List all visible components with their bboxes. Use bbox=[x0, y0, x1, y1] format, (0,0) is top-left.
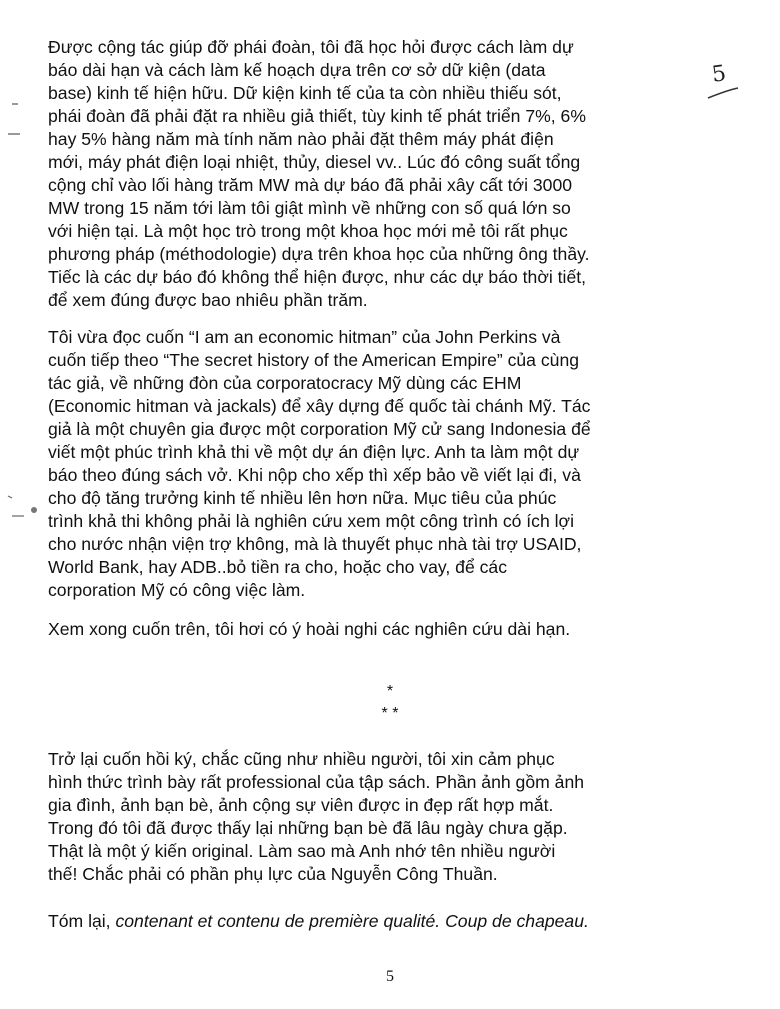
handwritten-stroke-icon bbox=[706, 86, 740, 100]
handwritten-page-mark: 5 bbox=[710, 61, 728, 88]
text-line: phương pháp (méthodologie) dựa trên khoa học của những ông thầy. bbox=[48, 244, 590, 264]
text-line: với hiện tại. Là một học trò trong một khoa học mới mẻ tôi rất phục bbox=[48, 221, 568, 241]
text-line: Trở lại cuốn hồi ký, chắc cũng như nhiều người, tôi xin cảm phục bbox=[48, 749, 555, 769]
separator-top: * bbox=[386, 683, 394, 700]
text-line: trình khả thi không phải là nghiên cứu xem một công trình có ích lợi bbox=[48, 511, 574, 531]
paragraph-2 bbox=[48, 326, 688, 602]
text-line: Được cộng tác giúp đỡ phái đoàn, tôi đã học hỏi được cách làm dự bbox=[48, 37, 574, 57]
text-line: (Economic hitman và jackals) để xây dựng đế quốc tài chánh Mỹ. Tác bbox=[48, 396, 591, 416]
text-line: tác giả, về những đòn của corporatocracy Mỹ dùng các EHM bbox=[48, 373, 522, 393]
closing-lead: Tóm lại, bbox=[48, 911, 116, 931]
paragraph-1 bbox=[48, 36, 688, 312]
text-line: báo dài hạn và cách làm kế hoạch dựa trên cơ sở dữ kiện (data bbox=[48, 60, 546, 80]
closing-italic: contenant et contenu de première qualité. Coup de chapeau. bbox=[115, 911, 589, 931]
text-line: Tôi vừa đọc cuốn “I am an economic hitman” của John Perkins và bbox=[48, 327, 561, 347]
text-line: MW trong 15 năm tới làm tôi giật mình về những con số quá lớn so bbox=[48, 198, 571, 218]
text-line: cho nước nhận viện trợ không, mà là thuyết phục nhà tài trợ USAID, bbox=[48, 534, 582, 554]
separator-bottom: * * bbox=[381, 705, 399, 722]
text-line: viết một phúc trình khả thi về một dự án điện lực. Anh ta làm một dự bbox=[48, 442, 580, 462]
text-line: phái đoàn đã phải đặt ra nhiều giả thiết, tùy kinh tế phát triển 7%, 6% bbox=[48, 106, 586, 126]
text-line: Xem xong cuốn trên, tôi hơi có ý hoài nghi các nghiên cứu dài hạn. bbox=[48, 619, 571, 639]
text-line: Thật là một ý kiến original. Làm sao mà Anh nhớ tên nhiều người bbox=[48, 841, 556, 861]
text-line: để xem đúng được bao nhiêu phần trăm. bbox=[48, 290, 368, 310]
paragraph-4 bbox=[48, 748, 688, 886]
text-line bbox=[48, 910, 688, 933]
text-line: gia đình, ảnh bạn bè, ảnh cộng sự viên được in đẹp rất hợp mắt. bbox=[48, 795, 554, 815]
text-line: cộng chỉ vào lối hàng trăm MW mà dự báo đã phải xây cất tới 3000 bbox=[48, 175, 573, 195]
text-line: báo theo đúng sách vở. Khi nộp cho xếp thì xếp bảo về viết lại đi, và bbox=[48, 465, 581, 485]
text-line: cuốn tiếp theo “The secret history of the American Empire” của cùng bbox=[48, 350, 580, 370]
margin-mark-icon bbox=[4, 100, 24, 140]
paragraph-5 bbox=[48, 910, 688, 933]
text-line: mới, máy phát điện loại nhiệt, thủy, diesel vv.. Lúc đó công suất tổng bbox=[48, 152, 581, 172]
page-number: 5 bbox=[386, 968, 394, 985]
text-line: hình thức trình bày rất professional của tập sách. Phần ảnh gồm ảnh bbox=[48, 772, 585, 792]
text-line: corporation Mỹ có công việc làm. bbox=[48, 580, 306, 600]
text-line: thế! Chắc phải có phần phụ lực của Nguyễn Công Thuần. bbox=[48, 864, 498, 884]
text-line: World Bank, hay ADB..bỏ tiền ra cho, hoặc cho vay, để các bbox=[48, 557, 507, 577]
text-line: hay 5% hàng năm mà tính năm nào phải đặt thêm máy phát điện bbox=[48, 129, 554, 149]
text-line: giả là một chuyên gia được một corporation Mỹ cử sang Indonesia để bbox=[48, 419, 591, 439]
text-line: Trong đó tôi đã được thấy lại những bạn bè đã lâu ngày chưa gặp. bbox=[48, 818, 568, 838]
text-line: cho độ tăng trưởng kinh tế nhiều lên hơn nữa. Mục tiêu của phúc bbox=[48, 488, 557, 508]
text-line: base) kinh tế hiện hữu. Dữ kiện kinh tế của ta còn nhiều thiếu sót, bbox=[48, 83, 562, 103]
paragraph-3 bbox=[48, 618, 688, 641]
margin-mark-icon bbox=[2, 490, 42, 520]
text-line: Tiếc là các dự báo đó không thể hiện được, như các dự báo thời tiết, bbox=[48, 267, 587, 287]
